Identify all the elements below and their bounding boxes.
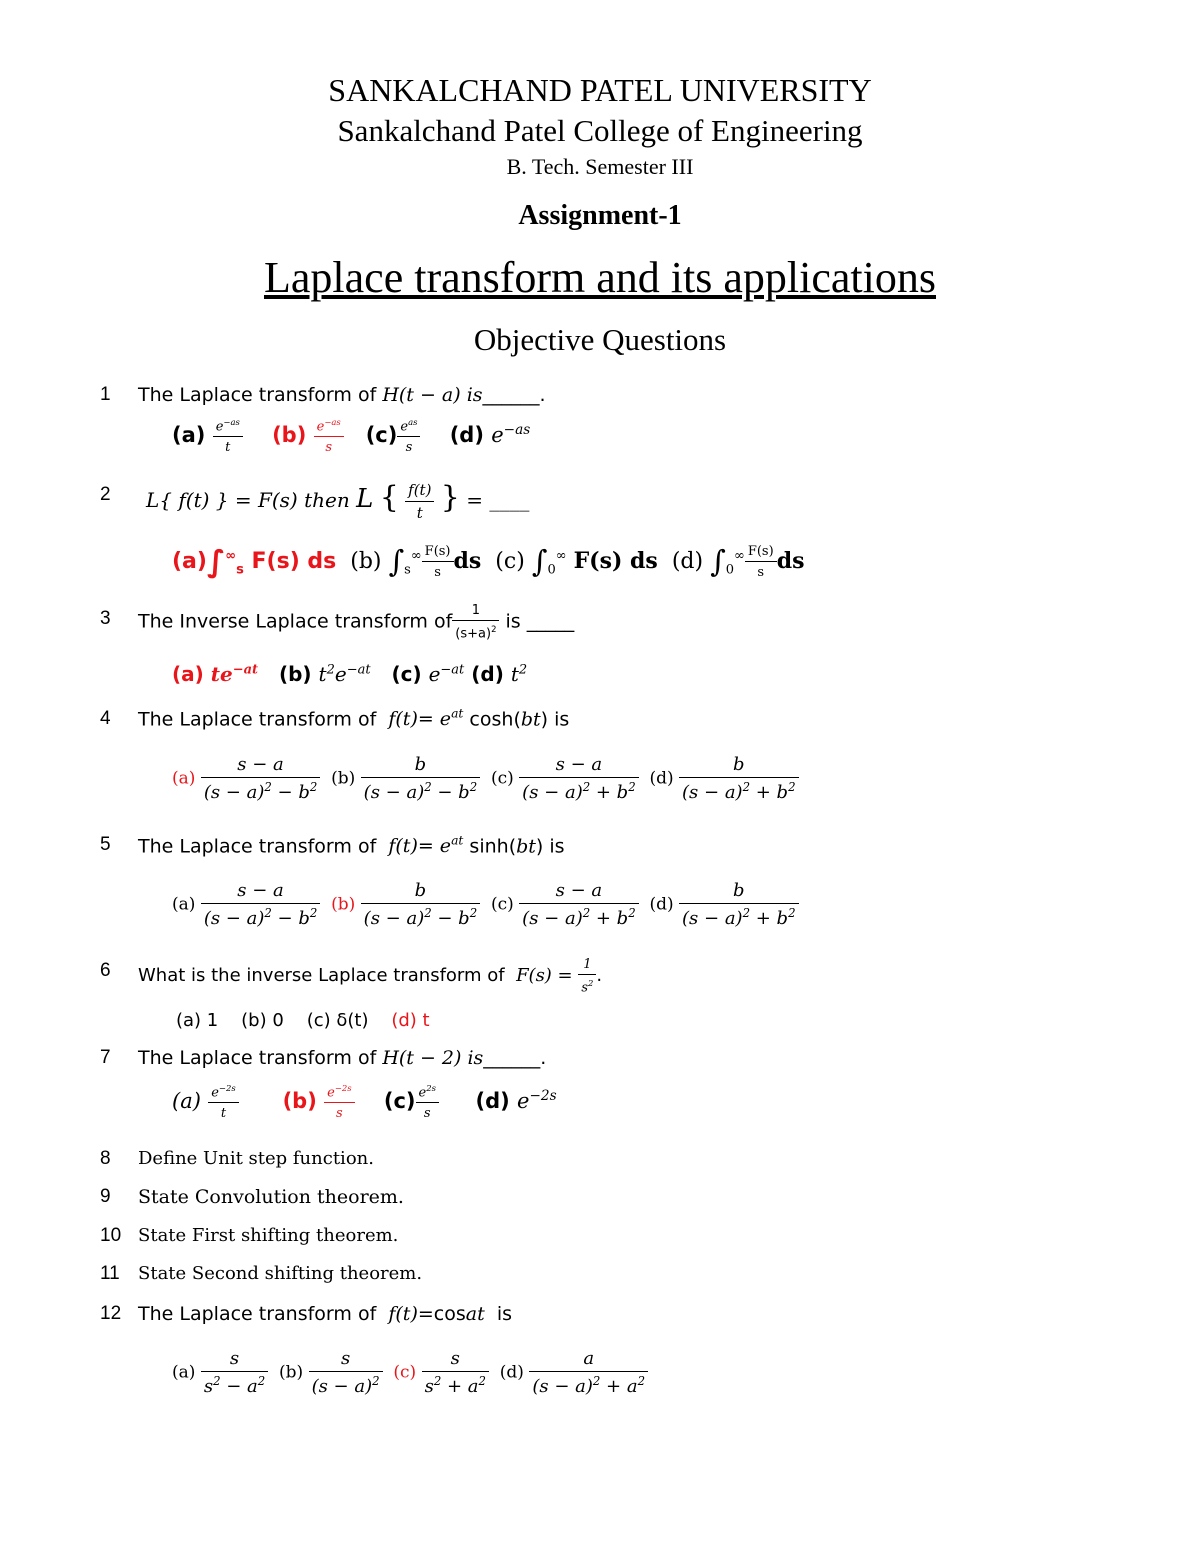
section-title: Objective Questions (473, 322, 727, 357)
question-text: The Inverse Laplace transform of $\frac{1}{(s+a)^2}$ is _____ (138, 603, 575, 642)
question-number: 1 (100, 384, 111, 405)
college-name: Sankalchand Patel College of Engineering (337, 113, 863, 148)
question-number: 7 (100, 1047, 111, 1068)
question-options: (a) $te^{-at}$ (b) $t^2e^{-at}$ (c) $e^{-at}$ (d) $t^2$ (172, 662, 528, 686)
question-options: (a) $\frac{s}{s^2 - a^2}$ (b) $\frac{s}{(s - a)^2}$ (c) $\frac{s}{s^2 + a^2}$ (d) $\frac{a}{(s - a)^2 + a^2}$ (172, 1350, 648, 1396)
university-name: SANKALCHAND PATEL UNIVERSITY (328, 72, 872, 108)
question-text: The Laplace transform of $f(t)= e^{at}$ sinh(bt) is (138, 834, 565, 858)
question-number: 8 (100, 1148, 111, 1169)
question-number: 11 (100, 1263, 120, 1284)
question-options: (a) $\frac{e^{-as}}{t}$ (b) $\frac{e^{-as}}{s}$ (c) $e^{as}$ s (d) $e^{-as}$ (172, 417, 531, 456)
question-text: The Laplace transform of H(t − 2) is______. (138, 1047, 547, 1069)
question-number: 4 (100, 708, 111, 729)
question-text: The Laplace transform of $f(t)= e^{at}$ cosh(bt) is (138, 707, 570, 731)
question-number: 6 (100, 960, 111, 981)
assignment-title: Assignment-1 (518, 200, 682, 231)
question-options: $(a)\int^\infty_s$ F(s) ds (b) $\int_s^\infty$ $\frac{F(s)}{s}$ ds (c) $\int_0^\infty$ F(s) ds (d) $\int_0^\infty$ $\frac{F(s)}{s}$ ds (172, 543, 805, 580)
question-text: What is the inverse Laplace transform of F(s) = $\frac{1}{s^2}$ . (138, 957, 603, 996)
question-text: State Convolution theorem. (138, 1186, 404, 1208)
question-text: L{ f(t) } = F(s) then L { $\frac{f(t)}{t}$ } = ____ (146, 480, 530, 522)
question-options: (a) $\frac{e^{-2s}}{t}$ (b) $\frac{e^{-2s}}{s}$ (c) $\frac{e^{2s}}{s}$ (d) $e^{-2s}$ (172, 1083, 557, 1122)
question-number: 9 (100, 1186, 111, 1207)
question-text: State Second shifting theorem. (138, 1263, 423, 1284)
question-number: 3 (100, 608, 111, 629)
question-number: 10 (100, 1225, 122, 1246)
question-text: The Laplace transform of H(t − a) is______. (138, 384, 546, 406)
semester-label: B. Tech. Semester III (506, 154, 694, 179)
topic-title: Laplace transform and its applications (264, 253, 936, 302)
question-text: State First shifting theorem. (138, 1225, 399, 1246)
question-options: (a) 1 (b) 0 (c) δ(t) (d) t (176, 1010, 430, 1031)
question-number: 12 (100, 1303, 122, 1324)
question-options: (a) $\frac{s - a}{(s - a)^2 - b^2}$ (b) $\frac{b}{(s - a)^2 - b^2}$ (c) $\frac{s - a}{(s - a)^2 + b^2}$ (d) $\frac{b}{(s - a)^2 + b^2}$ (172, 756, 799, 802)
question-options: (a) $\frac{s - a}{(s - a)^2 - b^2}$ (b) $\frac{b}{(s - a)^2 - b^2}$ (c) $\frac{s - a}{(s - a)^2 + b^2}$ (d) $\frac{b}{(s - a)^2 + b^2}$ (172, 882, 799, 928)
question-number: 5 (100, 834, 111, 855)
question-text: The Laplace transform of f(t)=cosat is (138, 1303, 512, 1325)
question-text: Define Unit step function. (138, 1148, 374, 1169)
question-number: 2 (100, 484, 111, 505)
